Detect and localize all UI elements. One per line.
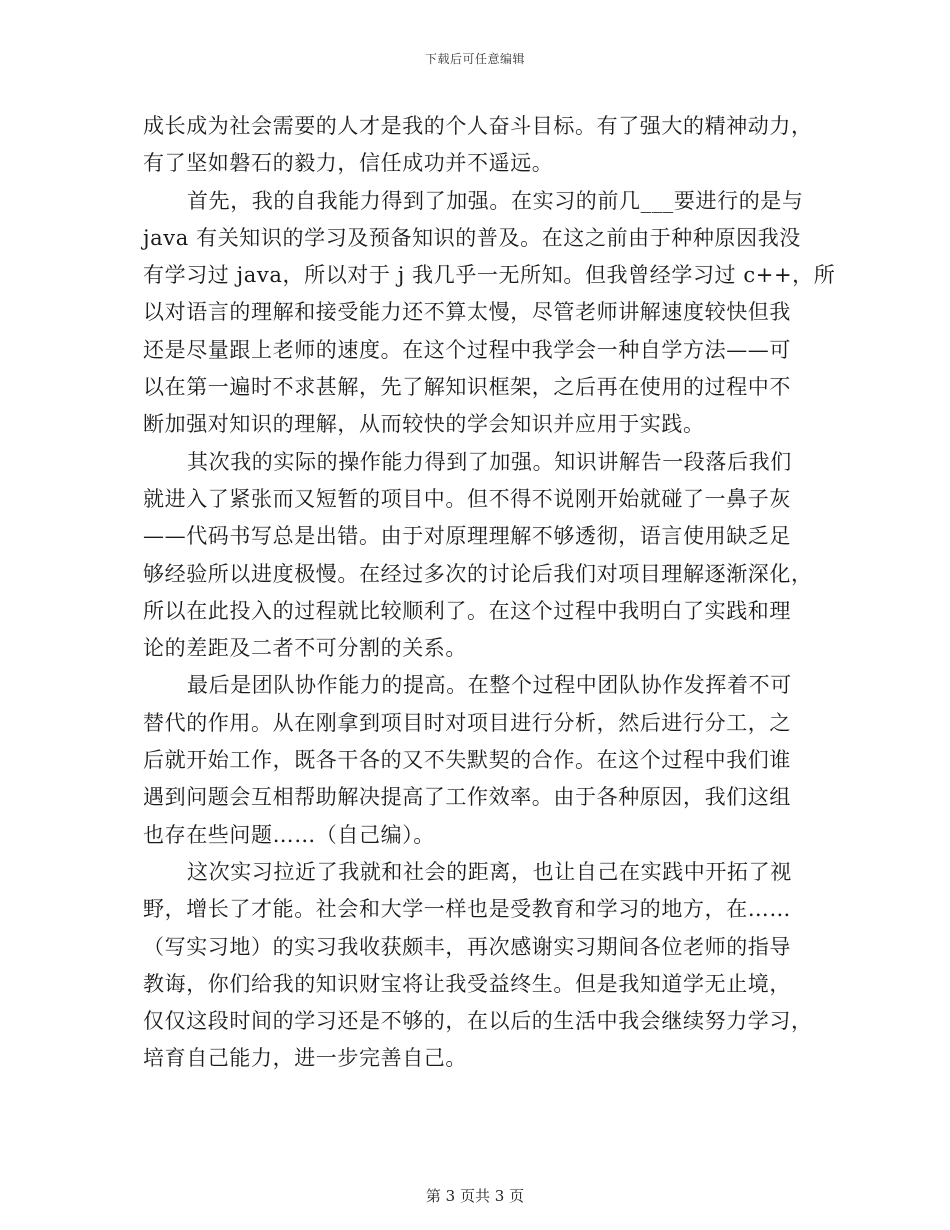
text-line: 就进入了紧张而又短暂的项目中。但不得不说刚开始就碰了一鼻子灰 xyxy=(143,486,791,511)
text-line: 有学习过 java，所以对于 j 我几乎一无所知。但我曾经学习过 c++，所 xyxy=(143,263,836,288)
text-line: 还是尽量跟上老师的速度。在这个过程中我学会一种自学方法——可 xyxy=(143,337,791,362)
text-line: 培育自己能力，进一步完善自己。 xyxy=(143,1046,467,1071)
text-line: java 有关知识的学习及预备知识的普及。在这之前由于种种原因我没 xyxy=(143,225,801,250)
text-line: 仅仅这段时间的学习还是不够的，在以后的生活中我会继续努力学习， xyxy=(143,1009,813,1034)
text-line: 成长成为社会需要的人才是我的个人奋斗目标。有了强大的精神动力， xyxy=(143,114,813,138)
text-line: 教诲，你们给我的知识财宝将让我受益终生。但是我知道学无止境， xyxy=(143,971,791,996)
page-header: 下载后可任意编辑 xyxy=(424,52,525,66)
page-number-footer: 第 3 页共 3 页 xyxy=(425,1187,525,1205)
text-line: 也存在些问题……（自己编）。 xyxy=(143,822,435,847)
text-line: 野，增长了才能。社会和大学一样也是受教育和学习的地方，在…… xyxy=(143,897,791,922)
text-line: 有了坚如磐石的毅力，信任成功并不遥远。 xyxy=(143,151,554,176)
paragraph-start-line: 最后是团队协作能力的提高。在整个过程中团队协作发挥着不可 xyxy=(187,673,792,698)
text-line: 所以在此投入的过程就比较顺利了。在这个过程中我明白了实践和理 xyxy=(143,598,791,623)
text-line: （写实习地）的实习我收获颇丰，再次感谢实习期间各位老师的指导 xyxy=(143,934,791,959)
text-line: 后就开始工作，既各干各的又不失默契的合作。在这个过程中我们谁 xyxy=(143,748,791,773)
paragraph-start-line: 这次实习拉近了我就和社会的距离，也让自己在实践中开拓了视 xyxy=(187,859,792,884)
text-line: 替代的作用。从在刚拿到项目时对项目进行分析，然后进行分工，之 xyxy=(143,710,791,735)
text-line: ——代码书写总是出错。由于对原理理解不够透彻，语言使用缺乏足 xyxy=(143,524,791,549)
text-line: 以对语言的理解和接受能力还不算太慢，尽管老师讲解速度较快但我 xyxy=(143,300,791,325)
text-line: 够经验所以进度极慢。在经过多次的讨论后我们对项目理解逐渐深化， xyxy=(143,561,813,586)
document-body xyxy=(143,108,836,1078)
text-line: 遇到问题会互相帮助解决提高了工作效率。由于各种原因，我们这组 xyxy=(143,785,791,810)
text-line: 断加强对知识的理解，从而较快的学会知识并应用于实践。 xyxy=(143,412,705,437)
text-line: 以在第一遍时不求甚解，先了解知识框架，之后再在使用的过程中不 xyxy=(143,375,791,400)
text-line: 论的差距及二者不可分割的关系。 xyxy=(143,636,467,661)
paragraph-start-line: 其次我的实际的操作能力得到了加强。知识讲解告一段落后我们 xyxy=(187,449,792,474)
paragraph-start-line: 首先，我的自我能力得到了加强。在实习的前几___要进行的是与 xyxy=(187,188,804,213)
